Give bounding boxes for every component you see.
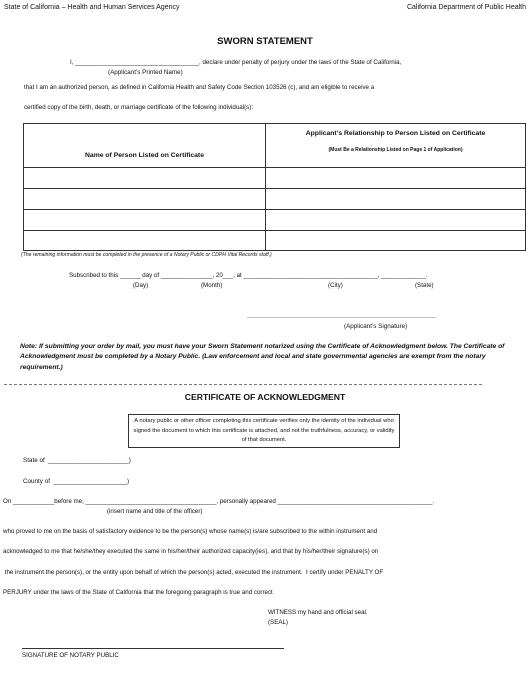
name-cell[interactable] bbox=[24, 168, 266, 189]
notary-signature-line[interactable] bbox=[22, 648, 284, 649]
name-cell[interactable] bbox=[24, 231, 266, 251]
relationship-cell[interactable] bbox=[266, 189, 526, 210]
department-header: California Department of Public Health bbox=[406, 4, 526, 11]
col-name-header: Name of Person Listed on Certificate bbox=[24, 124, 266, 168]
sworn-statement-title: SWORN STATEMENT bbox=[217, 36, 313, 47]
section-divider bbox=[4, 384, 482, 385]
county-of-line: County of _____________________) bbox=[23, 478, 130, 485]
before-me-line: On ____________before me, ______________________________________, personally appeared _____________________________________________. bbox=[3, 498, 435, 505]
acknowledgment-paragraph-4: PERJURY under the laws of the State of California that the foregoing paragraph is true and correct bbox=[3, 589, 273, 596]
witness-line: WITNESS my hand and official seal. bbox=[268, 609, 368, 616]
authorized-person-line: that I am an authorized person, as defined in California Health and Safety Code Section 103526 (c), and am eligible to receive a bbox=[24, 84, 375, 91]
relationship-cell[interactable] bbox=[266, 168, 526, 189]
certificate-line: certified copy of the birth, death, or marriage certificate of the following individual(s): bbox=[24, 104, 254, 111]
verification-text: A notary public or other officer completing this certificate verifies only the identity of the individual who signed the document to which this certificate is attached, and not the truthfulness, accuracy, or validity of that document. bbox=[133, 418, 395, 443]
verification-box bbox=[128, 414, 400, 448]
name-cell[interactable] bbox=[24, 210, 266, 231]
relationship-cell[interactable] bbox=[266, 231, 526, 251]
table-row bbox=[24, 168, 526, 189]
month-label: (Month) bbox=[201, 282, 223, 289]
relationship-cell[interactable] bbox=[266, 210, 526, 231]
state-of-line: State of _______________________) bbox=[23, 457, 131, 464]
name-cell[interactable] bbox=[24, 189, 266, 210]
printed-name-label: (Applicant’s Printed Name) bbox=[108, 69, 183, 76]
notary-presence-note: (The remaining information must be completed in the presence of a Notary Public or CDPH Vital Records staff.) bbox=[21, 252, 272, 258]
table-row bbox=[24, 231, 526, 251]
applicant-signature-line[interactable]: ____________________________________________________________________ bbox=[247, 313, 437, 319]
state-label: (State) bbox=[415, 282, 434, 289]
notary-signature-label: SIGNATURE OF NOTARY PUBLIC bbox=[22, 652, 119, 659]
officer-name-label: (insert name and title of the officer) bbox=[107, 508, 203, 515]
mail-note: Note: If submitting your order by mail, you must have your Sworn Statement notarized using the Certificate of Acknowledgment below. The Certificate of Acknowledgment must be completed by a Notary Public. (Law enforcement and local and state governmental agencies are exempt from the notary requirement.) bbox=[20, 343, 505, 371]
table-row bbox=[24, 210, 526, 231]
subscribed-line: Subscribed to this ______ day of _______________, 20___, at _______________________________________, _____________. bbox=[69, 272, 428, 279]
agency-header: State of California – Health and Human Services Agency bbox=[4, 4, 180, 11]
city-label: (City) bbox=[328, 282, 343, 289]
table-row bbox=[24, 189, 526, 210]
day-label: (Day) bbox=[133, 282, 149, 289]
acknowledgment-paragraph-1: who proved to me on the basis of satisfactory evidence to be the person(s) whose name(s) is/are subscribed to the within instrument and bbox=[3, 528, 378, 535]
acknowledgment-title: CERTIFICATE OF ACKNOWLEDGMENT bbox=[184, 392, 346, 402]
declaration-line: I, ____________________________________, declare under penalty of perjury under the laws of the State of California, bbox=[70, 59, 402, 66]
acknowledgment-paragraph-3: the instrument the person(s), or the entity upon behalf of which the person(s) acted, executed the instrument. I certify under PENALTY OF bbox=[3, 569, 384, 576]
applicant-signature-label: (Applicant’s Signature) bbox=[344, 323, 408, 330]
seal-label: (SEAL) bbox=[268, 619, 288, 626]
individuals-table bbox=[23, 123, 526, 251]
acknowledgment-paragraph-2: acknowledged to me that he/she/they executed the same in his/her/their authorized capacity(ies), and that by his/her/their signature(s) on bbox=[3, 548, 379, 555]
col-relationship-header: Applicant’s Relationship to Person Listed on Certificate (Must Be a Relationship Listed on Page 1 of Application) bbox=[266, 124, 526, 168]
